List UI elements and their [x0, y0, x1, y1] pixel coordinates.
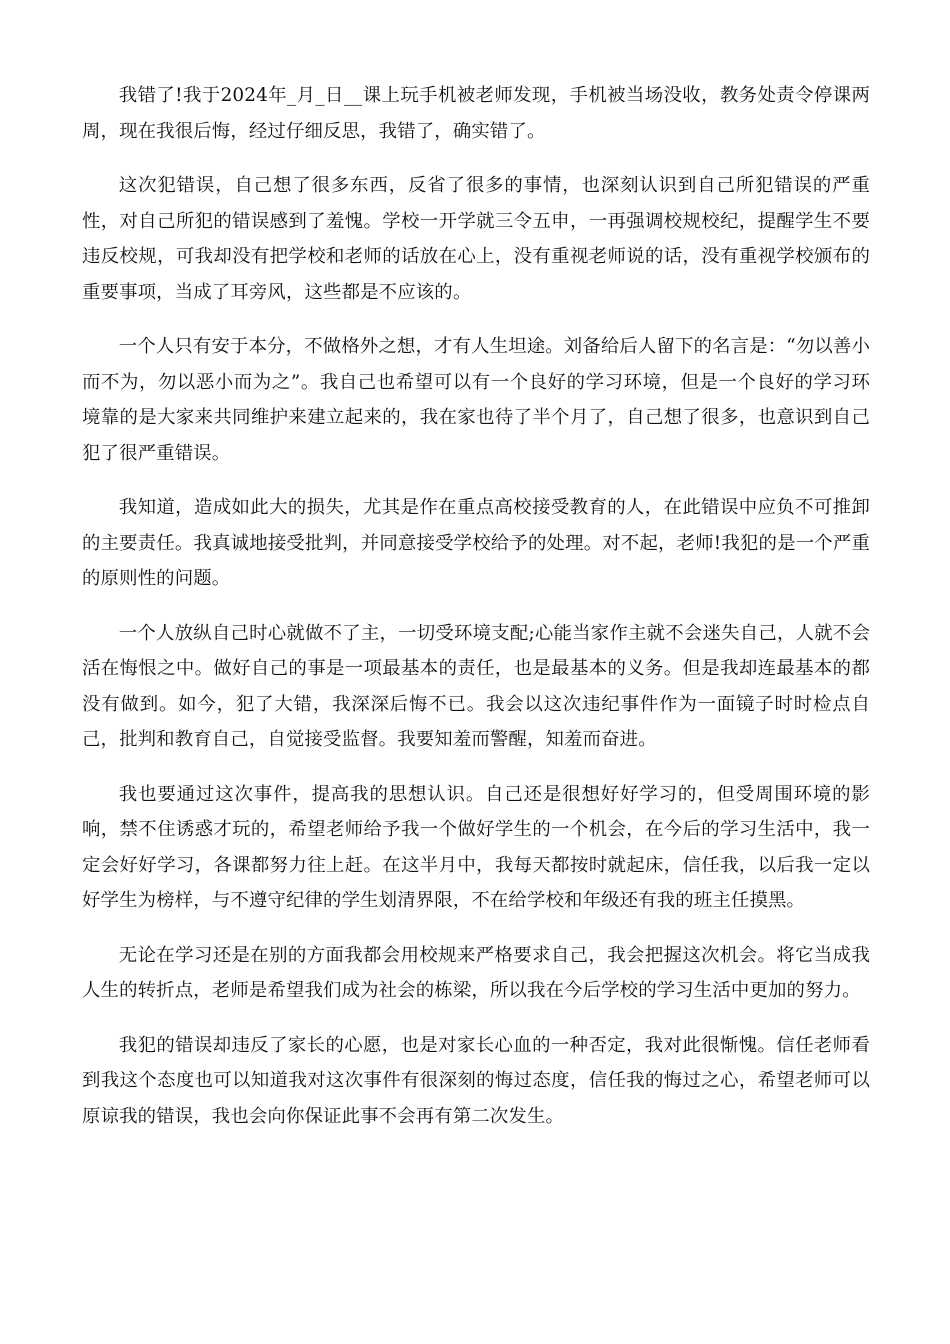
paragraph-8: 我犯的错误却违反了家长的心愿，也是对家长心血的一种否定，我对此很惭愧。信任老师看到我这个态度也可以知道我对这次事件有很深刻的悔过态度，信任我的悔过之心，希望老师可以原谅我的错误，我也会向你保证此事不会再有第二次发生。 — [82, 1034, 870, 1127]
paragraph-3: 一个人只有安于本分，不做格外之想，才有人生坦途。刘备给后人留下的名言是：“勿以善小而不为，勿以恶小而为之”。我自己也希望可以有一个良好的学习环境，但是一个良好的学习环境靠的是大家来共同维护来建立起来的，我在家也待了半个月了，自己想了很多，也意识到自己犯了很严重错误。 — [82, 336, 870, 464]
paragraph-1: 我错了!我于2024年_月_日__课上玩手机被老师发现，手机被当场没收，教务处责令停课两周，现在我很后悔，经过仔细反思，我错了，确实错了。 — [82, 85, 870, 142]
paragraph-2: 这次犯错误，自己想了很多东西，反省了很多的事情，也深刻认识到自己所犯错误的严重性，对自己所犯的错误感到了羞愧。学校一开学就三令五申，一再强调校规校纪，提醒学生不要违反校规，可我却没有把学校和老师的话放在心上，没有重视老师说的话，没有重视学校颁布的重要事项，当成了耳旁风，这些都是不应该的。 — [82, 175, 870, 303]
document-body — [82, 78, 870, 1153]
paragraph-7: 无论在学习还是在别的方面我都会用校规来严格要求自己，我会把握这次机会。将它当成我人生的转折点，老师是希望我们成为社会的栋梁，所以我在今后学校的学习生活中更加的努力。 — [82, 944, 870, 1001]
paragraph-6: 我也要通过这次事件，提高我的思想认识。自己还是很想好好学习的，但受周围环境的影响，禁不住诱惑才玩的，希望老师给予我一个做好学生的一个机会，在今后的学习生活中，我一定会好好学习，各课都努力往上赶。在这半月中，我每天都按时就起床，信任我，以后我一定以好学生为榜样，与不遵守纪律的学生划清界限，不在给学校和年级还有我的班主任摸黑。 — [82, 783, 870, 911]
paragraph-5: 一个人放纵自己时心就做不了主，一切受环境支配;心能当家作主就不会迷失自己，人就不会活在悔恨之中。做好自己的事是一项最基本的责任，也是最基本的义务。但是我却连最基本的都没有做到。如今，犯了大错，我深深后悔不已。我会以这次违纪事件作为一面镜子时时检点自己，批判和教育自己，自觉接受监督。我要知羞而警醒，知羞而奋进。 — [82, 622, 870, 750]
paragraph-4: 我知道，造成如此大的损失，尤其是作在重点高校接受教育的人，在此错误中应负不可推卸的主要责任。我真诚地接受批判，并同意接受学校给予的处理。对不起，老师!我犯的是一个严重的原则性的问题。 — [82, 497, 870, 589]
